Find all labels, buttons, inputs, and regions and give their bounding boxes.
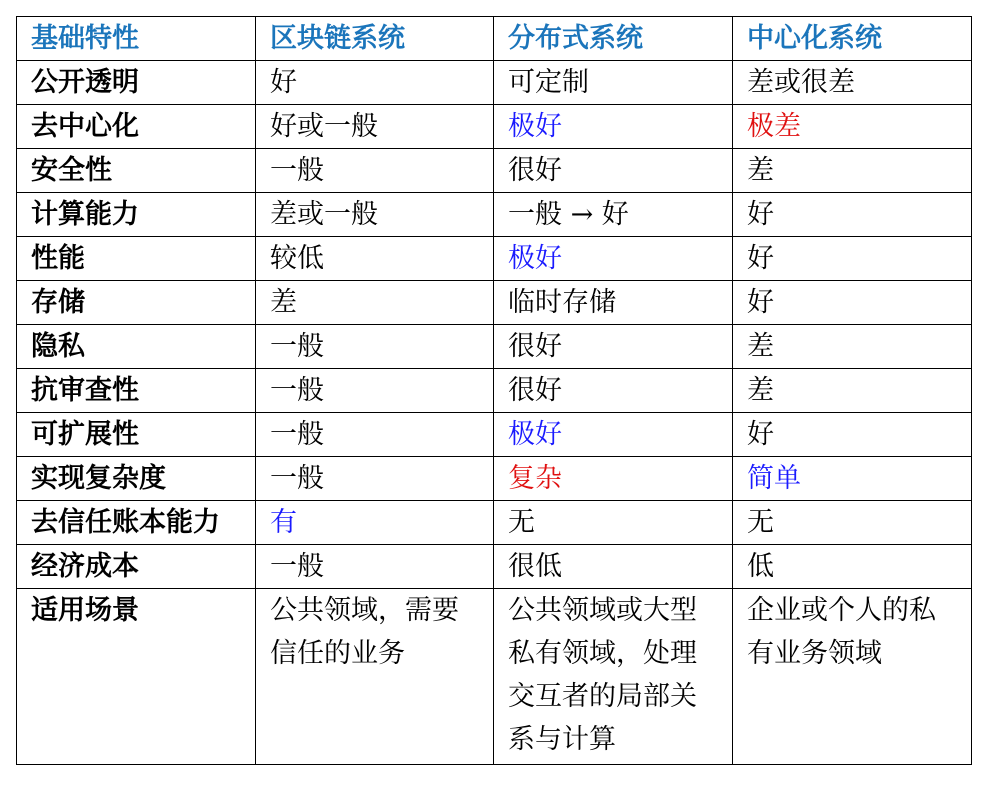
feature-cell: 可扩展性 xyxy=(17,413,256,457)
centralized-cell: 好 xyxy=(733,237,972,281)
header-row xyxy=(17,17,972,61)
feature-cell: 经济成本 xyxy=(17,545,256,589)
blockchain-cell: 一般 xyxy=(256,457,494,501)
centralized-cell: 无 xyxy=(733,501,972,545)
header-centralized: 中心化系统 xyxy=(733,17,972,61)
feature-cell: 安全性 xyxy=(17,149,256,193)
table-row xyxy=(17,61,972,105)
cell-line: 有业务领域 xyxy=(747,638,882,669)
distributed-cell: 很低 xyxy=(494,545,733,589)
centralized-cell: 低 xyxy=(733,545,972,589)
blockchain-cell: 一般 xyxy=(256,413,494,457)
distributed-cell: 极好 xyxy=(494,237,733,281)
table-row xyxy=(17,457,972,501)
cell-line: 系与计算 xyxy=(508,724,616,755)
cell-line: 企业或个人的私 xyxy=(747,595,936,626)
distributed-cell: 临时存储 xyxy=(494,281,733,325)
blockchain-cell: 差或一般 xyxy=(256,193,494,237)
distributed-cell: 无 xyxy=(494,501,733,545)
blockchain-cell: 好 xyxy=(256,61,494,105)
blockchain-cell: 较低 xyxy=(256,237,494,281)
comparison-table xyxy=(16,16,972,765)
blockchain-cell: 差 xyxy=(256,281,494,325)
feature-cell: 实现复杂度 xyxy=(17,457,256,501)
feature-cell: 适用场景 xyxy=(17,589,256,765)
feature-cell: 隐私 xyxy=(17,325,256,369)
centralized-cell: 差 xyxy=(733,369,972,413)
feature-cell: 性能 xyxy=(17,237,256,281)
table-row xyxy=(17,237,972,281)
centralized-cell: 差 xyxy=(733,325,972,369)
cell-line: 公共领域，需要 xyxy=(270,595,459,626)
blockchain-cell: 一般 xyxy=(256,149,494,193)
blockchain-cell: 一般 xyxy=(256,369,494,413)
table-row xyxy=(17,105,972,149)
table-row xyxy=(17,545,972,589)
cell-line: 信任的业务 xyxy=(270,638,405,669)
centralized-cell: 好 xyxy=(733,413,972,457)
distributed-cell: 很好 xyxy=(494,369,733,413)
cell-line: 公共领域或大型 xyxy=(508,595,697,626)
blockchain-cell: 一般 xyxy=(256,325,494,369)
centralized-cell: 好 xyxy=(733,193,972,237)
header-feature: 基础特性 xyxy=(17,17,256,61)
centralized-cell: 差 xyxy=(733,149,972,193)
header-distributed: 分布式系统 xyxy=(494,17,733,61)
distributed-cell: 极好 xyxy=(494,105,733,149)
feature-cell: 去信任账本能力 xyxy=(17,501,256,545)
feature-cell: 公开透明 xyxy=(17,61,256,105)
distributed-cell: 可定制 xyxy=(494,61,733,105)
distributed-cell: 很好 xyxy=(494,149,733,193)
feature-cell: 抗审查性 xyxy=(17,369,256,413)
centralized-cell: 差或很差 xyxy=(733,61,972,105)
centralized-cell xyxy=(733,589,972,765)
feature-cell: 计算能力 xyxy=(17,193,256,237)
blockchain-cell: 好或一般 xyxy=(256,105,494,149)
table-row xyxy=(17,281,972,325)
table-row xyxy=(17,149,972,193)
centralized-cell: 简单 xyxy=(733,457,972,501)
distributed-cell: 一般 → 好 xyxy=(494,193,733,237)
distributed-cell: 很好 xyxy=(494,325,733,369)
feature-cell: 存储 xyxy=(17,281,256,325)
centralized-cell: 极差 xyxy=(733,105,972,149)
blockchain-cell: 有 xyxy=(256,501,494,545)
table-row xyxy=(17,501,972,545)
centralized-cell: 好 xyxy=(733,281,972,325)
distributed-cell xyxy=(494,589,733,765)
distributed-cell: 极好 xyxy=(494,413,733,457)
header-blockchain: 区块链系统 xyxy=(256,17,494,61)
table-row xyxy=(17,413,972,457)
blockchain-cell xyxy=(256,589,494,765)
table-row xyxy=(17,325,972,369)
blockchain-cell: 一般 xyxy=(256,545,494,589)
cell-line: 私有领域，处理 xyxy=(508,638,697,669)
distributed-cell: 复杂 xyxy=(494,457,733,501)
table-row-scenario xyxy=(17,589,972,765)
feature-cell: 去中心化 xyxy=(17,105,256,149)
cell-line: 交互者的局部关 xyxy=(508,681,697,712)
table-row xyxy=(17,369,972,413)
table-row xyxy=(17,193,972,237)
